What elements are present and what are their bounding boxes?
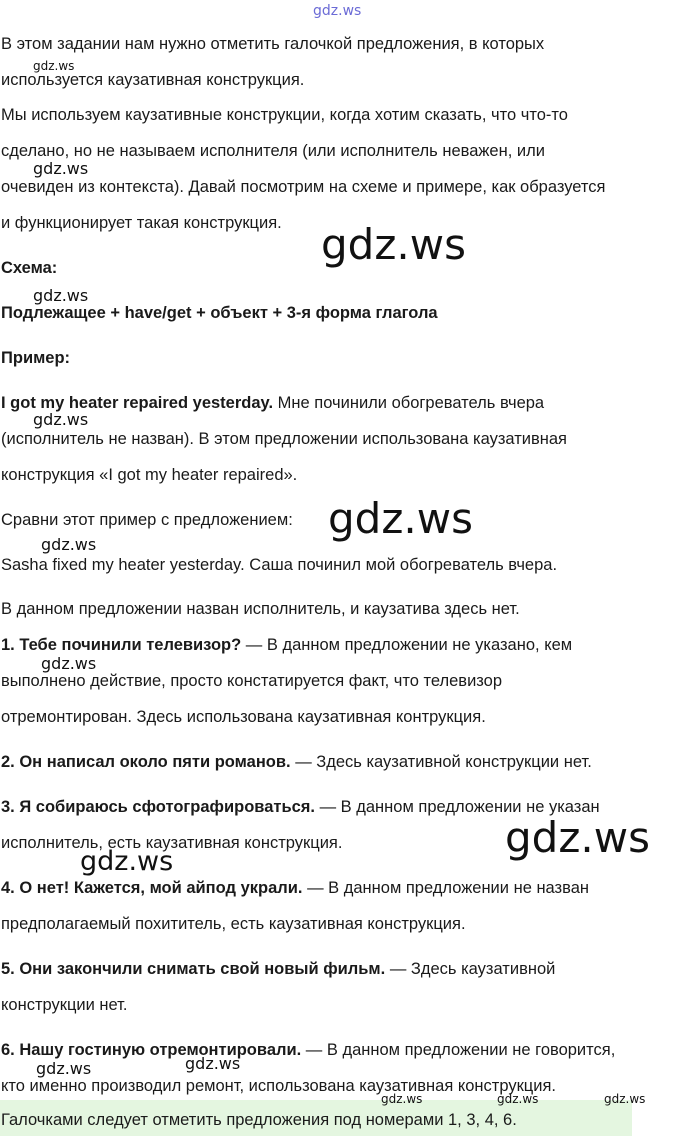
example-line: (исполнитель не назван). В этом предложении использована каузативная: [1, 430, 567, 448]
example-title: Пример:: [1, 349, 71, 367]
watermark: gdz.ws: [36, 1059, 92, 1078]
intro-line: сделано, но не называем исполнителя (или исполнитель неважен, или: [1, 142, 545, 160]
intro-line: очевиден из контекста). Давай посмотрим на схеме и примере, как образуется: [1, 178, 606, 196]
item-3-line: исполнитель, есть каузативная конструкция.: [1, 834, 343, 852]
item-1-line: отремонтирован. Здесь использована каузативная контрукция.: [1, 708, 486, 726]
example-line: конструкция «I got my heater repaired».: [1, 466, 298, 484]
item-1-line: выполнено действие, просто констатируется факт, что телевизор: [1, 672, 503, 690]
watermark: gdz.ws: [41, 535, 97, 554]
watermark: gdz.ws: [33, 159, 89, 178]
intro-line: Мы используем каузативные конструкции, когда хотим сказать, что что-то: [1, 106, 568, 124]
watermark: gdz.ws: [313, 3, 362, 19]
item-6-line: кто именно производил ремонт, использована каузативная конструкция.: [1, 1077, 556, 1095]
intro-line: В этом задании нам нужно отметить галочкой предложения, в которых: [1, 35, 545, 53]
item-4-line: предполагаемый похититель, есть каузативная конструкция.: [1, 915, 466, 933]
watermark: gdz.ws: [497, 1092, 539, 1106]
item-6: 6. Нашу гостиную отремонтировали. — В данном предложении не говорится,: [1, 1041, 616, 1059]
compare-line: Сравни этот пример с предложением:: [1, 511, 293, 529]
watermark: gdz.ws: [321, 220, 466, 269]
item-3: 3. Я собираюсь сфотографироваться. — В данном предложении не указан: [1, 798, 600, 816]
note-line: В данном предложении назван исполнитель, и каузатива здесь нет.: [1, 600, 520, 618]
watermark: gdz.ws: [381, 1092, 423, 1106]
scheme-title: Схема:: [1, 259, 58, 277]
watermark: gdz.ws: [328, 494, 473, 543]
watermark: gdz.ws: [33, 59, 75, 73]
item-4: 4. О нет! Кажется, мой айпод украли. — В данном предложении не назван: [1, 879, 589, 897]
scheme-formula: Подлежащее + have/get + объект + 3-я форма глагола: [1, 304, 438, 322]
intro-line: используется каузативная конструкция.: [1, 71, 305, 89]
item-2: 2. Он написал около пяти романов. — Здесь каузативной конструкции нет.: [1, 753, 592, 771]
watermark: gdz.ws: [41, 654, 97, 673]
watermark: gdz.ws: [33, 286, 89, 305]
watermark: gdz.ws: [80, 846, 174, 877]
watermark: gdz.ws: [185, 1054, 241, 1073]
watermark: gdz.ws: [33, 410, 89, 429]
item-5: 5. Они закончили снимать свой новый фильм. — Здесь каузативной: [1, 960, 556, 978]
sasha-line: Sasha fixed my heater yesterday. Саша починил мой обогреватель вчера.: [1, 556, 558, 574]
watermark: gdz.ws: [604, 1092, 646, 1106]
intro-line: и функционирует такая конструкция.: [1, 214, 282, 232]
example-line: I got my heater repaired yesterday. Мне починили обогреватель вчера: [1, 394, 545, 412]
watermark: gdz.ws: [505, 813, 650, 862]
example-sentence: I got my heater repaired yesterday.: [1, 394, 274, 412]
answer-line: Галочками следует отметить предложения под номерами 1, 3, 4, 6.: [1, 1111, 517, 1129]
item-5-line: конструкции нет.: [1, 996, 128, 1014]
item-1: 1. Тебе починили телевизор? — В данном предложении не указано, кем: [1, 636, 573, 654]
